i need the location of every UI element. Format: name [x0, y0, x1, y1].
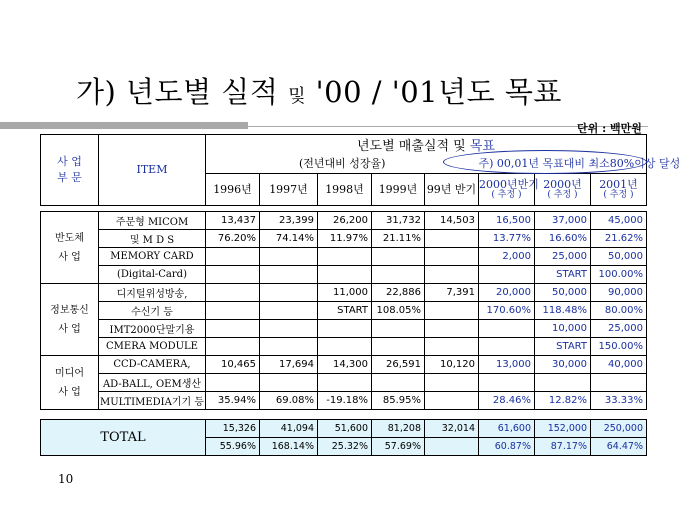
- total-value-cell: 55.96%: [206, 438, 260, 456]
- item-cell: 수신기 등: [99, 302, 206, 320]
- total-value-cell: 60.87%: [479, 438, 535, 456]
- value-cell: 7,391: [425, 284, 479, 302]
- value-cell: 150.00%: [591, 338, 647, 356]
- value-cell: 11.97%: [318, 230, 372, 248]
- total-value-cell: 51,600: [318, 420, 372, 438]
- table-row: [41, 230, 647, 248]
- year-1997: 1997년: [260, 173, 318, 205]
- value-cell: 100.00%: [591, 266, 647, 284]
- segment-cell: 정보통신 사 업: [41, 284, 99, 356]
- value-cell: [260, 284, 318, 302]
- item-cell: CMERA MODULE: [99, 338, 206, 356]
- table-row: [41, 284, 647, 302]
- value-cell: 118.48%: [535, 302, 591, 320]
- value-cell: 90,000: [591, 284, 647, 302]
- item-cell: CCD-CAMERA,: [99, 356, 206, 374]
- item-cell: 및 M D S: [99, 230, 206, 248]
- total-value-cell: 25.32%: [318, 438, 372, 456]
- total-value-cell: [425, 438, 479, 456]
- item-cell: IMT2000단말기용: [99, 320, 206, 338]
- value-cell: [206, 302, 260, 320]
- table-row: [41, 248, 647, 266]
- value-cell: 30,000: [535, 356, 591, 374]
- value-cell: [425, 230, 479, 248]
- value-cell: [206, 248, 260, 266]
- total-value-cell: 15,326: [206, 420, 260, 438]
- value-cell: 12.82%: [535, 392, 591, 410]
- value-cell: 25,000: [591, 320, 647, 338]
- value-cell: 74.14%: [260, 230, 318, 248]
- group-target: 목표: [469, 139, 495, 154]
- value-cell: 10,120: [425, 356, 479, 374]
- value-cell: -19.18%: [318, 392, 372, 410]
- title-main: 가) 년도별 실적: [76, 75, 279, 109]
- value-cell: 76.20%: [206, 230, 260, 248]
- target-2000-half: 2000년반기 ( 추정 ): [479, 173, 535, 205]
- total-value-cell: 87.17%: [535, 438, 591, 456]
- value-cell: [260, 320, 318, 338]
- total-value-cell: 41,094: [260, 420, 318, 438]
- value-cell: [206, 284, 260, 302]
- value-cell: 25,000: [535, 248, 591, 266]
- value-cell: [260, 266, 318, 284]
- value-cell: 28.46%: [479, 392, 535, 410]
- value-cell: 10,000: [535, 320, 591, 338]
- value-cell: 21.11%: [372, 230, 425, 248]
- value-cell: [206, 320, 260, 338]
- value-cell: 2,000: [479, 248, 535, 266]
- value-cell: 13.77%: [479, 230, 535, 248]
- value-cell: [318, 248, 372, 266]
- item-cell: MULTIMEDIA기기 등: [99, 392, 206, 410]
- target-2001: 2001년 ( 추정 ): [591, 173, 647, 205]
- total-value-cell: 152,000: [535, 420, 591, 438]
- value-cell: [479, 266, 535, 284]
- header-item: ITEM: [99, 135, 206, 206]
- item-cell: 디지털위성방송,: [99, 284, 206, 302]
- value-cell: 80.00%: [591, 302, 647, 320]
- value-cell: [318, 320, 372, 338]
- table-row: [41, 356, 647, 374]
- value-cell: [425, 302, 479, 320]
- slide-title: [76, 70, 562, 111]
- value-cell: [425, 248, 479, 266]
- value-cell: [260, 302, 318, 320]
- value-cell: 13,437: [206, 212, 260, 230]
- total-value-cell: 32,014: [425, 420, 479, 438]
- value-cell: [260, 374, 318, 392]
- value-cell: 13,000: [479, 356, 535, 374]
- value-cell: 26,200: [318, 212, 372, 230]
- table-row: [41, 320, 647, 338]
- unit-label: 단위 : 백만원: [577, 122, 642, 135]
- value-cell: 35.94%: [206, 392, 260, 410]
- table-row: [41, 302, 647, 320]
- value-cell: [206, 266, 260, 284]
- value-cell: [372, 266, 425, 284]
- sales-table: [40, 211, 647, 410]
- value-cell: START: [535, 266, 591, 284]
- total-table: [40, 419, 647, 456]
- total-value-cell: 81,208: [372, 420, 425, 438]
- value-cell: 33.33%: [591, 392, 647, 410]
- item-cell: 주문형 MICOM: [99, 212, 206, 230]
- value-cell: [425, 266, 479, 284]
- item-cell: AD-BALL, OEM생산: [99, 374, 206, 392]
- value-cell: START: [535, 338, 591, 356]
- header-group-title: [206, 135, 647, 155]
- item-cell: (Digital-Card): [99, 266, 206, 284]
- value-cell: [372, 320, 425, 338]
- segment-cell: 미디어 사 업: [41, 356, 99, 410]
- table-row: [41, 212, 647, 230]
- value-cell: 37,000: [535, 212, 591, 230]
- header-table: [40, 134, 680, 206]
- value-cell: 23,399: [260, 212, 318, 230]
- total-body: [41, 420, 647, 456]
- group-prefix: 년도별 매출실적 및: [357, 139, 470, 154]
- value-cell: 85.95%: [372, 392, 425, 410]
- value-cell: [479, 374, 535, 392]
- value-cell: 108.05%: [372, 302, 425, 320]
- header-growth: (전년대비 성장율): [206, 154, 479, 173]
- value-cell: 10,465: [206, 356, 260, 374]
- table-row: [41, 374, 647, 392]
- total-value-cell: 64.47%: [591, 438, 647, 456]
- header-segment: 사 업 부 문: [41, 135, 99, 206]
- value-cell: 170.60%: [479, 302, 535, 320]
- header-note: 주) 00,01년 목표대비 최소80%이상 달성: [479, 154, 647, 173]
- year-1996: 1996년: [206, 173, 260, 205]
- total-value-cell: 168.14%: [260, 438, 318, 456]
- total-value-cell: 250,000: [591, 420, 647, 438]
- value-cell: [372, 338, 425, 356]
- title-tail: '00 / '01년도 목표: [315, 75, 562, 109]
- value-cell: [260, 248, 318, 266]
- title-underline-bar: [0, 122, 248, 129]
- year-1999: 1999년: [372, 173, 425, 205]
- item-cell: MEMORY CARD: [99, 248, 206, 266]
- value-cell: [318, 266, 372, 284]
- value-cell: [206, 338, 260, 356]
- value-cell: 21.62%: [591, 230, 647, 248]
- total-label: TOTAL: [41, 420, 206, 456]
- value-cell: 50,000: [591, 248, 647, 266]
- table-row: [41, 338, 647, 356]
- total-row: [41, 420, 647, 438]
- value-cell: [260, 338, 318, 356]
- table-row: [41, 266, 647, 284]
- value-cell: [372, 374, 425, 392]
- segment-cell: 반도체 사 업: [41, 212, 99, 284]
- value-cell: 14,300: [318, 356, 372, 374]
- value-cell: 16.60%: [535, 230, 591, 248]
- value-cell: [318, 374, 372, 392]
- value-cell: 45,000: [591, 212, 647, 230]
- value-cell: 16,500: [479, 212, 535, 230]
- value-cell: [206, 374, 260, 392]
- value-cell: 50,000: [535, 284, 591, 302]
- target-2000: 2000년 ( 추정 ): [535, 173, 591, 205]
- value-cell: 11,000: [318, 284, 372, 302]
- value-cell: 69.08%: [260, 392, 318, 410]
- value-cell: [372, 248, 425, 266]
- value-cell: [425, 374, 479, 392]
- page-number: 10: [58, 472, 74, 486]
- table-row: [41, 392, 647, 410]
- value-cell: [425, 338, 479, 356]
- total-value-cell: 57.69%: [372, 438, 425, 456]
- value-cell: 14,503: [425, 212, 479, 230]
- value-cell: [591, 374, 647, 392]
- year-1998: 1998년: [318, 173, 372, 205]
- sections-body: [41, 212, 647, 410]
- total-value-cell: 61,600: [479, 420, 535, 438]
- value-cell: [425, 320, 479, 338]
- year-99-half: 99년 반기: [425, 173, 479, 205]
- value-cell: 17,694: [260, 356, 318, 374]
- value-cell: 40,000: [591, 356, 647, 374]
- value-cell: [535, 374, 591, 392]
- title-mid: 및: [288, 86, 306, 107]
- value-cell: [318, 338, 372, 356]
- value-cell: 26,591: [372, 356, 425, 374]
- value-cell: [479, 320, 535, 338]
- value-cell: 22,886: [372, 284, 425, 302]
- value-cell: 31,732: [372, 212, 425, 230]
- value-cell: 20,000: [479, 284, 535, 302]
- value-cell: [425, 392, 479, 410]
- value-cell: START: [318, 302, 372, 320]
- value-cell: [479, 338, 535, 356]
